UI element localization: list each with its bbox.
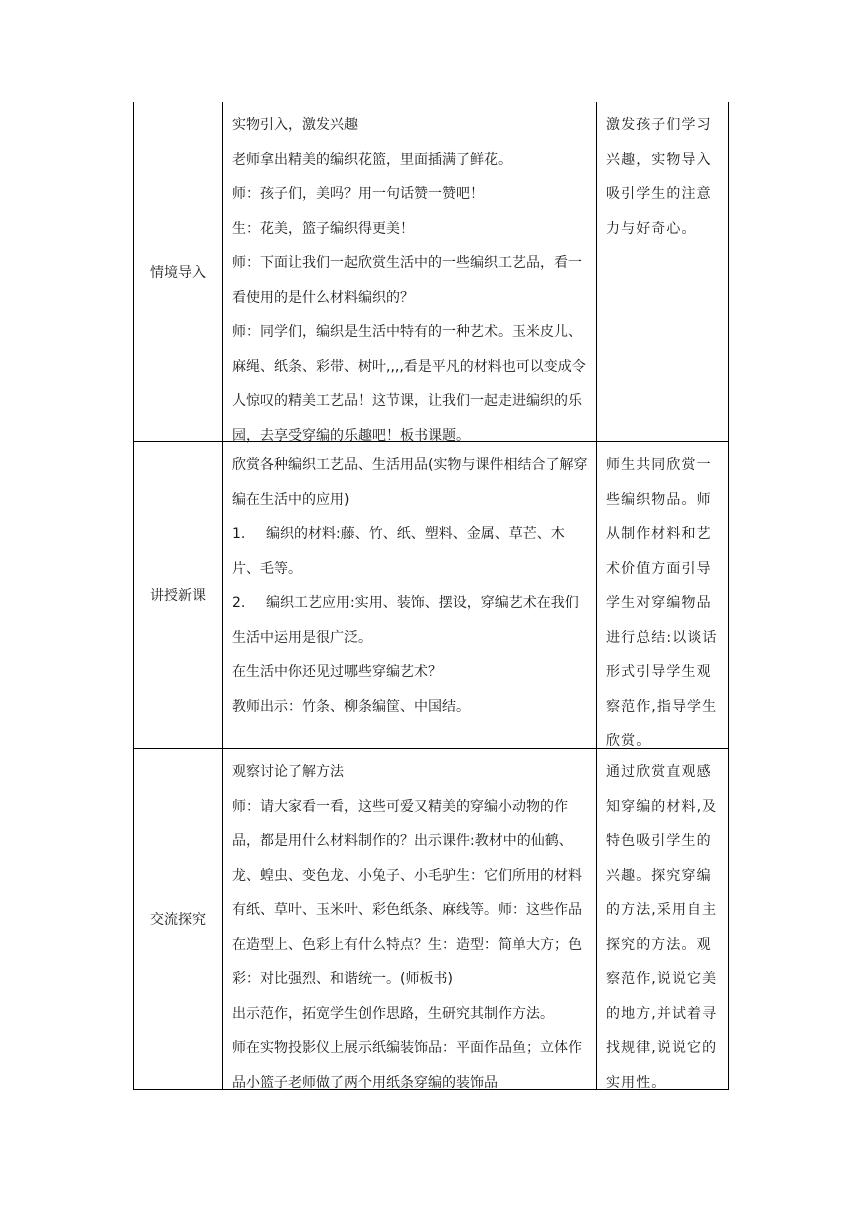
activity-paragraph: 师：下面让我们一起欣赏生活中的一些编织工艺品，看一看使用的是什么材料编织的？	[232, 255, 582, 306]
stage-label: 讲授新课	[134, 442, 223, 748]
activity-paragraph: 老师拿出精美的编织花篮，里面插满了鲜花。	[232, 151, 512, 168]
activity-paragraph: 教师出示：竹条、柳条编筐、中国结。	[232, 698, 470, 715]
stage-label: 交流探究	[134, 749, 223, 1089]
item-number: 1.	[232, 526, 246, 542]
activity-cell	[223, 442, 597, 748]
activity-cell	[223, 749, 597, 1089]
design-intent-cell: 激发孩子们学习兴趣，实物导入吸引学生的注意力与好奇心。	[606, 117, 712, 237]
activity-paragraph: 师：请大家看一看，这些可爱又精美的穿编小动物的作品，都是用什么材料制作的？出示课件:教材中的仙鹤、龙、蝗虫、变色龙、小兔子、小毛驴生：它们所用的材料有纸、草叶、玉米叶、彩色纸条、麻线等。师：这些作品在造型上、色彩上有什么特点？生：造型：简单大方；色彩：对比强烈、和谐统一。(师板书)	[232, 798, 582, 987]
design-intent-cell: 师生共同欣赏一些编织物品。师从制作材料和艺术价值方面引导学生对穿编物品进行总结:以谈话形式引导学生观察范作,指导学生欣赏。	[606, 457, 718, 749]
activity-paragraph: 师在实物投影仪上展示纸编装饰品：平面作品鱼；立体作品小篮子老师做了两个用纸条穿编的装饰品	[232, 1040, 582, 1091]
activity-paragraph: 师：孩子们，美吗？用一句话赞一赞吧！	[232, 186, 484, 202]
lesson-plan-table	[133, 102, 729, 1090]
numbered-item	[232, 517, 588, 586]
table-row	[134, 748, 728, 1089]
stage-label: 情境导入	[134, 102, 223, 441]
activity-paragraph: 观察讨论了解方法	[232, 764, 344, 780]
table-row	[134, 102, 728, 444]
activity-paragraph: 在生活中你还见过哪些穿编艺术？	[232, 664, 442, 680]
activity-cell	[223, 102, 597, 444]
activity-paragraph: 师：同学们，编织是生活中特有的一种艺术。玉米皮儿、麻绳、纸条、彩带、树叶,,,,看是平凡的材料也可以变成令人惊叹的精美工艺品！这节课，让我们一起走进编织的乐园，去享受穿编的乐趣吧！板书课题。	[232, 324, 586, 444]
table-row	[134, 441, 728, 748]
item-number: 2.	[232, 595, 246, 611]
item-text: 编织工艺应用:实用、装饰、摆设，穿编艺术在我们生活中运用是很广泛。	[232, 595, 579, 646]
item-text: 编织的材料:藤、竹、纸、塑料、金属、草芒、木片、毛等。	[232, 526, 565, 577]
activity-paragraph: 实物引入，激发兴趣	[232, 117, 358, 133]
activity-paragraph: 欣赏各种编织工艺品、生活用品(实物与课件相结合了解穿编在生活中的应用)	[232, 457, 588, 508]
numbered-item	[232, 586, 588, 655]
activity-paragraph: 出示范作，拓宽学生创作思路，生研究其制作方法。	[232, 1005, 554, 1022]
design-intent-cell: 通过欣赏直观感知穿编的材料,及特色吸引学生的兴趣。探究穿编的方法,采用自主探究的方法。观察范作,说说它美的地方,并试着寻找规律,说说它的实用性。	[606, 764, 718, 1091]
activity-paragraph: 生：花美，篮子编织得更美！	[232, 220, 414, 237]
